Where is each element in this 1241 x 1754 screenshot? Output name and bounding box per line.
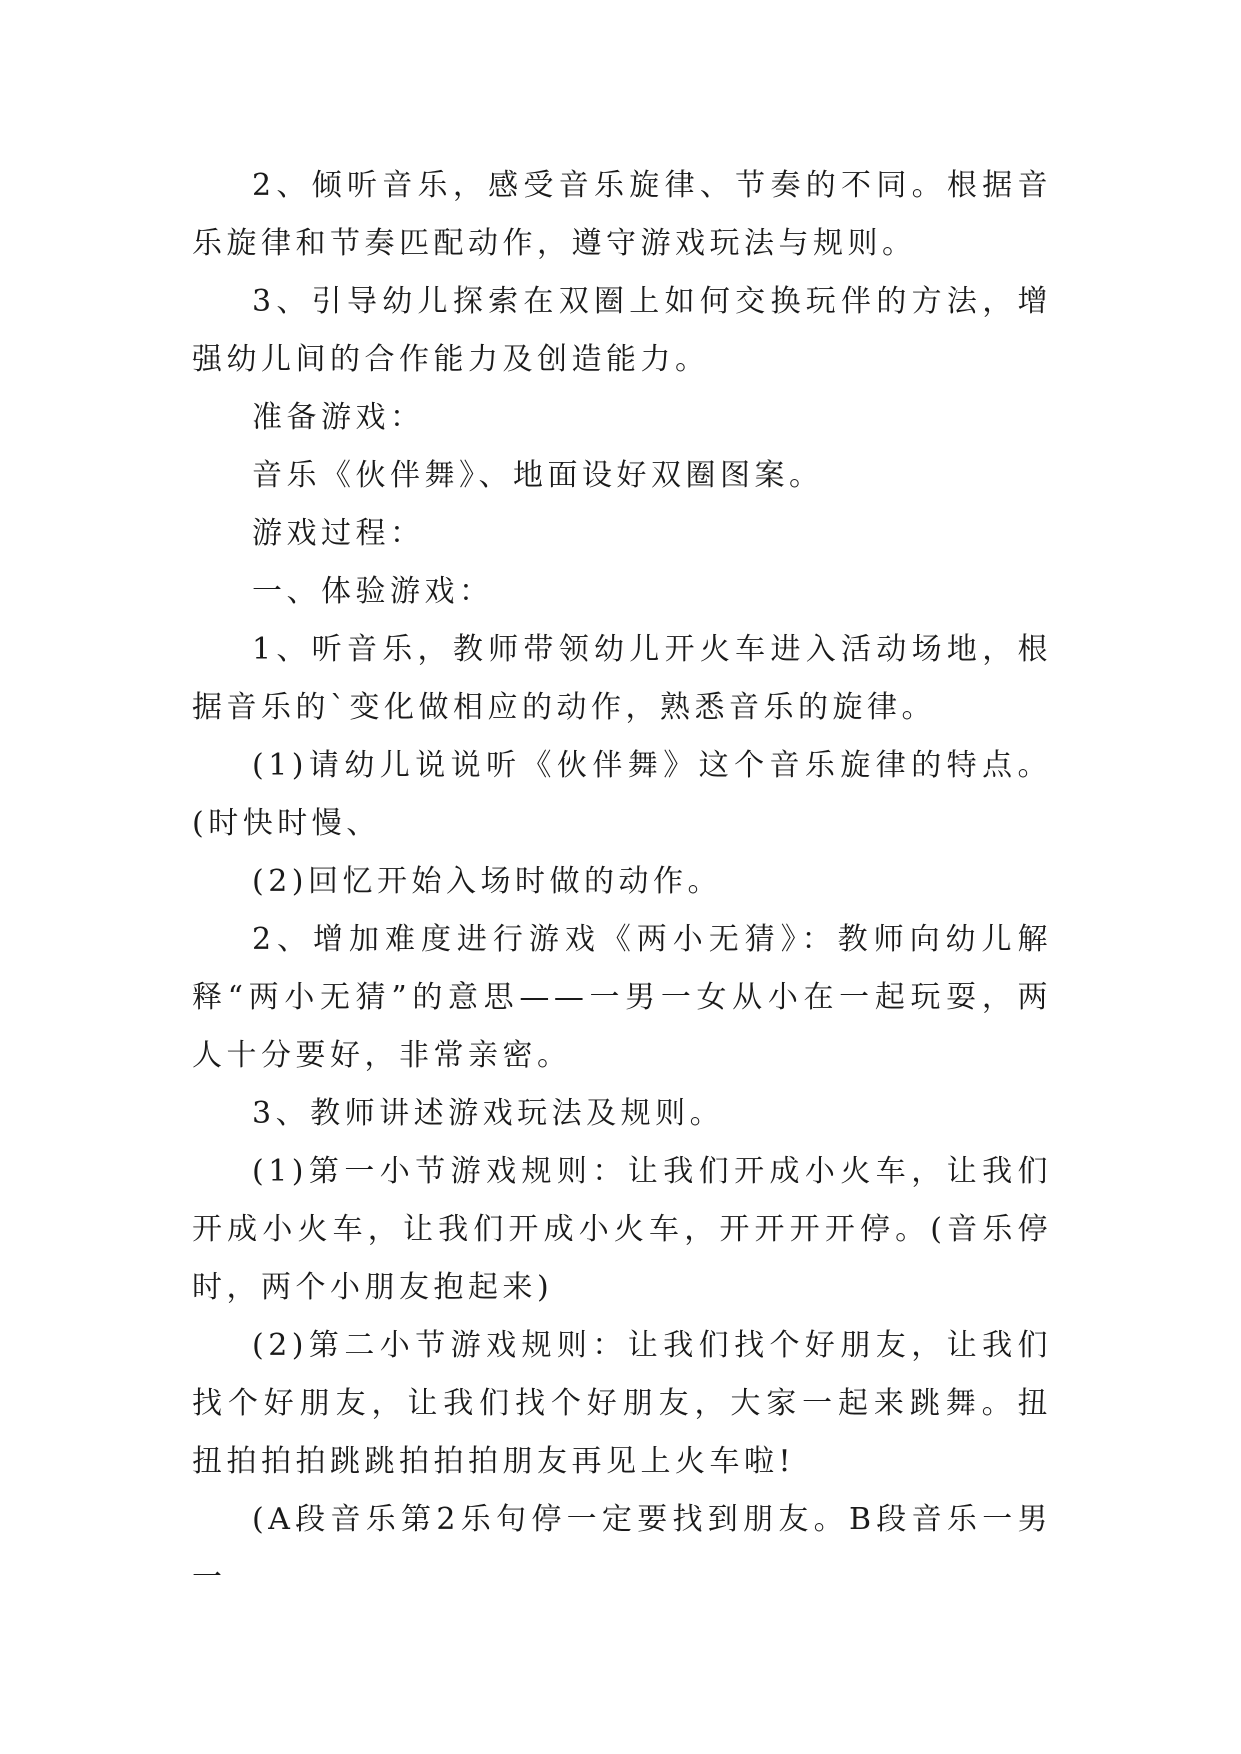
paragraph-preparation-heading: 准备游戏： bbox=[252, 400, 425, 435]
paragraph-step-3-sub-1: (1)第一小节游戏规则：让我们开成小火车，让我们开成小火车，让我们开成小火车，开开开开停。(音乐停时，两个小朋友抱起来) bbox=[192, 1154, 1052, 1305]
paragraph-process-heading: 游戏过程： bbox=[252, 516, 425, 551]
paragraph-goal-3: 3、引导幼儿探索在双圈上如何交换玩伴的方法，增强幼儿间的合作能力及创造能力。 bbox=[192, 284, 1052, 377]
paragraph-section-1-heading: 一、体验游戏： bbox=[252, 574, 494, 609]
paragraph-step-1: 1、听音乐，教师带领幼儿开火车进入活动场地，根据音乐的`变化做相应的动作，熟悉音乐的旋律。 bbox=[192, 632, 1052, 725]
paragraph-preparation-materials: 音乐《伙伴舞》、地面设好双圈图案。 bbox=[252, 458, 824, 493]
paragraph-music-note: (A段音乐第2乐句停一定要找到朋友。B段音乐一男一 bbox=[192, 1502, 1052, 1595]
paragraph-step-2: 2、增加难度进行游戏《两小无猜》：教师向幼儿解释“两小无猜”的意思——一男一女从小在一起玩耍，两人十分要好，非常亲密。 bbox=[192, 922, 1052, 1073]
paragraph-goal-2: 2、倾听音乐，感受音乐旋律、节奏的不同。根据音乐旋律和节奏匹配动作，遵守游戏玩法与规则。 bbox=[192, 168, 1052, 261]
paragraph-step-3: 3、教师讲述游戏玩法及规则。 bbox=[252, 1096, 725, 1131]
document-body bbox=[192, 157, 1052, 1607]
paragraph-step-1-sub-1: (1)请幼儿说说听《伙伴舞》这个音乐旋律的特点。(时快时慢、 bbox=[192, 748, 1052, 841]
paragraph-step-3-sub-2: (2)第二小节游戏规则：让我们找个好朋友，让我们找个好朋友，让我们找个好朋友，大家一起来跳舞。扭扭拍拍拍跳跳拍拍拍朋友再见上火车啦! bbox=[192, 1328, 1052, 1479]
paragraph-step-1-sub-2: (2)回忆开始入场时做的动作。 bbox=[252, 864, 722, 899]
